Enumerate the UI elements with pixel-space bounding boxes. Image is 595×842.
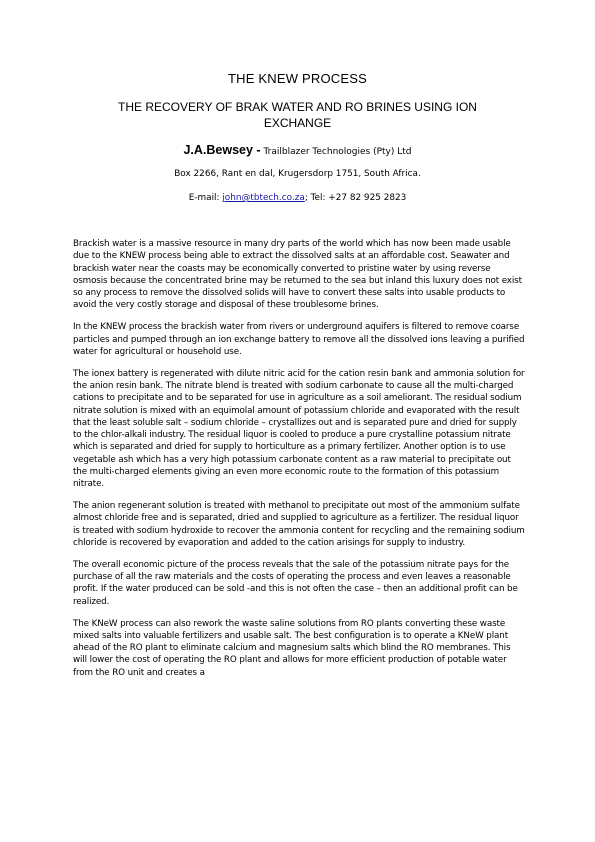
email-prefix: E-mail: (188, 193, 223, 203)
body-text (73, 238, 526, 689)
email-link[interactable]: john@tbtech.co.za (222, 193, 305, 203)
author-line (0, 143, 595, 157)
postal-address: Box 2266, Rant en dal, Krugersdorp 1751, South Africa. (174, 169, 421, 179)
paragraph-intro: Brackish water is a massive resource in many dry parts of the world which has now been made usable due to the KNEW process being able to extract the dissolved salts at an affordable cost. Seawater and brackish water near the coasts may be economically converted to pristine water by using reverse osmosis because the concentrated brine may be returned to the sea but inland this luxury does not exist so any process to remove the dissolved solids will have to convert these salts into usable products to avoid the very costly storage and disposal of these troublesome brines. (73, 239, 522, 311)
affiliation: Trailblazer Technologies (Pty) Ltd (263, 147, 412, 157)
paragraph-process: In the KNEW process the brackish water from rivers or underground aquifers is filtered to remove coarse particles and pumped through an ion exchange battery to remove all the dissolved ions leaving a purified water for agricultural or household use. (73, 322, 525, 357)
contact-line (0, 193, 595, 203)
paragraph-ro-brines: The KNeW process can also rework the waste saline solutions from RO plants converting these waste mixed salts into valuable fertilizers and usable salt. The best configuration is to operate a KNeW plant ahead of the RO plant to eliminate calcium and magnesium salts which blind the RO membranes. This will lower the cost of operating the RO plant and allows for more efficient production of potable water from the RO unit and creates a (73, 618, 511, 678)
author-name: J.A.Bewsey - (183, 143, 261, 157)
document-subtitle: THE RECOVERY OF BRAK WATER AND RO BRINES USING ION EXCHANGE (118, 100, 477, 130)
paragraph-anion-regeneration: The anion regenerant solution is treated with methanol to precipitate out most of the ammonium sulfate almost chloride free and is separated, dried and supplied to agriculture as a fertilizer. The residual liquor is treated with sodium hydroxide to recover the ammonia content for recycling and the remaining sodium chloride is recovered by evaporation and added to the cation arisings for supply to industry. (73, 501, 525, 549)
document-title: THE KNEW PROCESS (228, 71, 367, 86)
telephone: ; Tel: +27 82 925 2823 (304, 193, 407, 203)
paragraph-economics: The overall economic picture of the process reveals that the sale of the potassium nitrate pays for the purchase of all the raw materials and the costs of operating the process and even leaves a reasonable profit. If the water produced can be sold -and this is not often the case – then an additional profit can be realized. (73, 559, 518, 607)
paragraph-cation-regeneration: The ionex battery is regenerated with dilute nitric acid for the cation resin bank and ammonia solution for the anion resin bank. The nitrate blend is treated with sodium carbonate to cause all the multi-charged cations to precipitate and to be separated for use in agriculture as a soil ameliorant. The residual sodium nitrate solution is mixed with an equimolal amount of potassium chloride and evaporated with the result that the least soluble salt – sodium chloride – crystallizes out and is separated pure and dried for supply to the chlor-alkali industry. The residual liquor is cooled to produce a pure crystalline potassium nitrate which is separated and dried for supply to horticulture as a primary fertilizer. Another option is to use vegetable ash which has a very high potassium carbonate content as a raw material to precipitate out the multi-charged elements giving an even more economic route to the formation of this potassium nitrate. (73, 368, 525, 490)
